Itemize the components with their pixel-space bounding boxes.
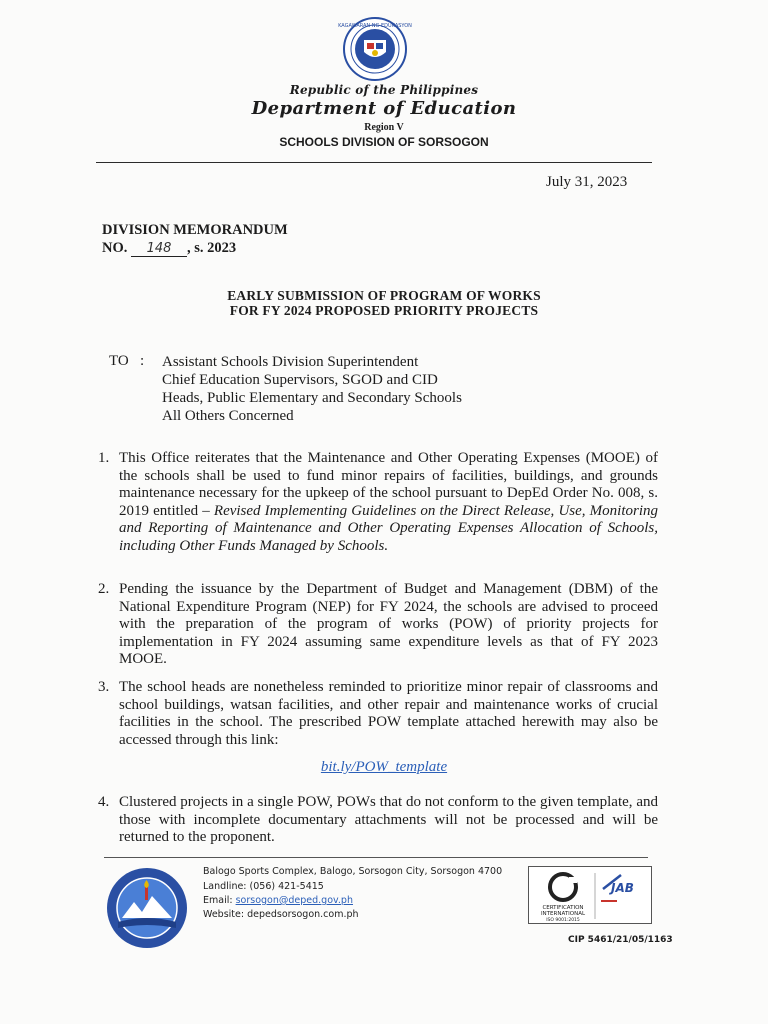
recipient-item: Heads, Public Elementary and Secondary Schools: [162, 390, 462, 406]
recipient-item: Chief Education Supervisors, SGOD and CID: [162, 372, 438, 388]
region-line: Region V: [364, 122, 404, 133]
paragraph-1: [98, 450, 658, 555]
footer-email-line: [203, 895, 353, 906]
to-label: TO :: [109, 353, 145, 369]
footer-email-link[interactable]: sorsogon@deped.gov.ph: [235, 895, 353, 906]
deped-seal-logo: [338, 16, 412, 82]
republic-line: Republic of the Philippines: [289, 83, 479, 97]
paragraph-number: 3.: [98, 679, 110, 695]
division-line: SCHOOLS DIVISION OF SORSOGON: [279, 135, 489, 149]
footer-email-label: Email:: [203, 895, 236, 906]
recipient-item: All Others Concerned: [162, 408, 294, 424]
paragraph-text: [119, 450, 658, 555]
certification-badge: [528, 866, 652, 924]
memo-number-line: [102, 240, 236, 257]
memo-series: , s. 2023: [187, 240, 237, 256]
footer-divider: [104, 857, 648, 858]
header-divider: [96, 162, 652, 163]
memo-title: DIVISION MEMORANDUM: [102, 222, 288, 238]
memo-date: July 31, 2023: [546, 174, 628, 190]
recipient-list: [162, 353, 462, 425]
department-name: Department of Education: [251, 98, 517, 119]
footer-landline: Landline: (056) 421-5415: [203, 881, 324, 892]
memo-number-handwritten: 148: [131, 241, 187, 257]
jab-mark: JAB: [611, 881, 634, 895]
cert-label: CERTIFICATION INTERNATIONAL: [540, 905, 586, 917]
pow-template-link[interactable]: bit.ly/POW_template: [320, 759, 448, 775]
paragraph-text: Clustered projects in a single POW, POWs that do not conform to the given template, and those with incomplete documentary attachments will not be processed and will be returned to the proponent.: [119, 794, 658, 845]
paragraph-body: This Office reiterates that the Maintenance and Other Operating Expenses (MOOE) of the schools shall be used to fund minor repairs of facilities, buildings, and grounds maintenance necessary for the upkeep of the school pursuant to DepEd Order No. 008, s. 2019 entitled –: [119, 450, 658, 519]
subject-line-2: FOR FY 2024 PROPOSED PRIORITY PROJECTS: [229, 303, 539, 318]
memo-number-prefix: NO.: [102, 240, 128, 256]
sdo-sorsogon-logo: [104, 866, 190, 950]
svg-text:KAGAWARAN NG EDUKASYON: KAGAWARAN NG EDUKASYON: [338, 23, 412, 29]
paragraph-text: Pending the issuance by the Department of Budget and Management (DBM) of the National Expenditure Program (NEP) for FY 2024, the schools are advised to proceed with the preparation of the program of works (POW) of priority projects for implementation in FY 2024 assuming same expenditure levels as that of FY 2023 MOOE.: [119, 581, 658, 667]
paragraph-4: [98, 794, 658, 847]
cert-iso: ISO 9001:2015: [546, 918, 580, 923]
subject-line-1: EARLY SUBMISSION OF PROGRAM OF WORKS: [227, 288, 541, 303]
recipient-item: Assistant Schools Division Superintendent: [162, 354, 419, 370]
footer-website: Website: depedsorsogon.com.ph: [203, 909, 359, 920]
footer-address: Balogo Sports Complex, Balogo, Sorsogon City, Sorsogon 4700: [203, 866, 503, 877]
paragraph-number: 4.: [98, 794, 110, 810]
paragraph-number: 2.: [98, 581, 110, 597]
paragraph-2: [98, 581, 658, 669]
paragraph-3: [98, 679, 658, 749]
paragraph-number: 1.: [98, 450, 110, 466]
paragraph-italic-title: Revised Implementing Guidelines on the Direct Release, Use, Monitoring and Reporting of Maintenance and Other Operating Expenses Allocation of Schools, including Other Funds Managed by Schools.: [119, 502, 658, 554]
paragraph-text: The school heads are nonetheless reminded to prioritize minor repair of classrooms and school buildings, watsan facilities, and other repair and maintenance works of crucial facilities in the school. The prescribed POW template attached herewith may also be accessed through this link:: [119, 679, 658, 748]
cip-number: CIP 5461/21/05/1163: [568, 935, 673, 945]
